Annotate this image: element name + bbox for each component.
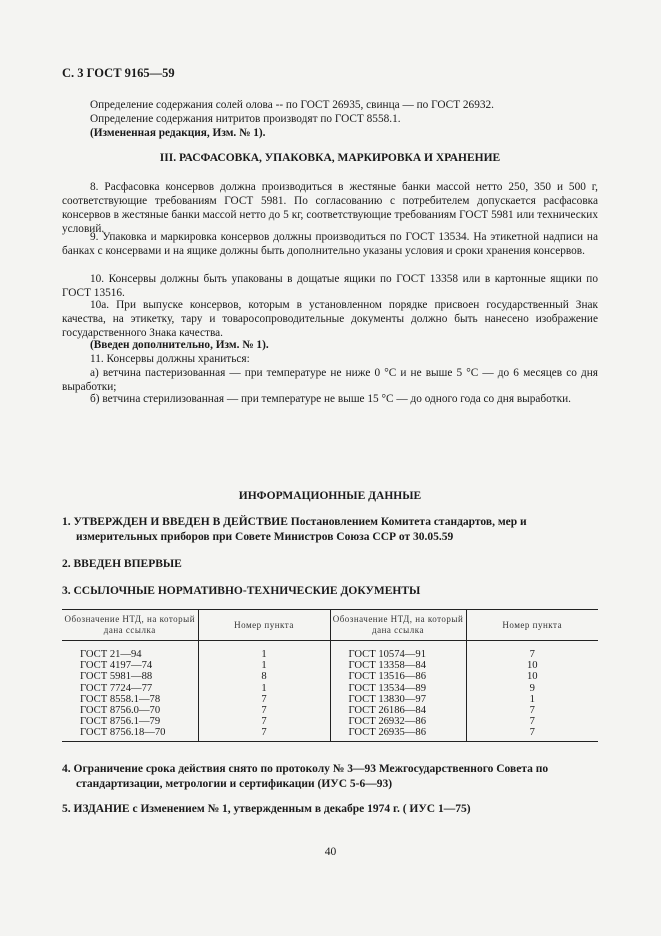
table-header-doc-left: Обозначение НТД, на который дана ссылка: [62, 610, 198, 641]
table-cell: 7: [261, 693, 267, 705]
table-cell: 7: [261, 716, 267, 728]
table-cell: 8: [261, 671, 267, 683]
right-doc-column: [330, 641, 466, 742]
paragraph-11: 11. Консервы должны храниться:: [90, 353, 250, 365]
paragraph-8: 8. Расфасовка консервов должна производиться в жестяные банки массой нетто 250, 350 и 500 г, соответствующие требованиям ГОСТ 5981. По согласованию с потребителем допускается расфасовка консервов в жестяные банки массой нетто до 5 кг, соответствующие требованиям ГОСТ 5981 или технических условий.: [62, 181, 598, 235]
paragraph-10a: 10а. При выпуске консервов, которым в установленном порядке присвоен государственный Знак качества, на этикетку, тару и товаросопроводительные документы должно быть нанесено изображение государственного Знака качества.: [62, 299, 598, 339]
table-header-doc-right: Обозначение НТД, на который дана ссылка: [330, 610, 466, 641]
table-cell: ГОСТ 26186—84: [348, 705, 426, 717]
table-cell: 7: [529, 727, 535, 739]
references-table: [62, 609, 598, 742]
right-point-column: [466, 641, 598, 742]
info-title: ИНФОРМАЦИОННЫЕ ДАННЫЕ: [238, 490, 422, 502]
intro-note: (Измененная редакция, Изм. № 1).: [90, 127, 266, 139]
info-item-1: 1. УТВЕРЖДЕН И ВВЕДЕН В ДЕЙСТВИЕ Постановлением Комитета стандартов, мер и измерительных приборов при Совете Министров Союза ССР от 30.05.59: [62, 516, 527, 543]
left-doc-column: [62, 641, 198, 742]
info-item-5: 5. ИЗДАНИЕ с Изменением № 1, утвержденным в декабре 1974 г. ( ИУС 1—75): [62, 803, 471, 815]
section-title: III. РАСФАСОВКА, УПАКОВКА, МАРКИРОВКА И ХРАНЕНИЕ: [159, 152, 501, 164]
paragraph-9: 9. Упаковка и маркировка консервов должны производиться по ГОСТ 13534. На этикетной надписи на банках с консервами и на ящике должны быть дополнительно указаны условия и сроки хранения консервов.: [62, 231, 598, 257]
info-item-2: 2. ВВЕДЕН ВПЕРВЫЕ: [62, 558, 182, 570]
table-cell: ГОСТ 26932—86: [348, 716, 426, 728]
paragraph-10: 10. Консервы должны быть упакованы в дощатые ящики по ГОСТ 13358 или в картонные ящики по ГОСТ 13516.: [62, 273, 598, 299]
table-cell: ГОСТ 8756.18—70: [80, 727, 166, 739]
intro-line-2: Определение содержания нитритов производят по ГОСТ 8558.1.: [90, 113, 401, 125]
table-cell: 1: [529, 693, 535, 705]
info-item-3: 3. ССЫЛОЧНЫЕ НОРМАТИВНО-ТЕХНИЧЕСКИЕ ДОКУМЕНТЫ: [62, 585, 421, 597]
table-cell: 1: [261, 649, 267, 660]
paragraph-11a: а) ветчина пастеризованная — при температуре не ниже 0 °С и не выше 5 °С — до 6 месяцев со дня выработки;: [62, 367, 598, 393]
table-cell: ГОСТ 13358—84: [348, 660, 426, 672]
table-cell: 7: [261, 727, 267, 739]
table-cell: ГОСТ 7724—77: [80, 682, 153, 694]
table-cell: 7: [261, 705, 267, 717]
table-cell: 10: [526, 660, 538, 672]
table-cell: ГОСТ 5981—88: [80, 671, 153, 683]
table-header-point-right: Номер пункта: [466, 610, 598, 641]
left-point-column: [198, 641, 330, 742]
paragraph-10a-note: (Введен дополнительно, Изм. № 1).: [90, 339, 269, 351]
info-item-4: 4. Ограничение срока действия снято по протоколу № 3—93 Межгосударственного Совета по стандартизации, метрологии и сертификации (ИУС 5-6—93): [62, 763, 549, 790]
table-cell: ГОСТ 13534—89: [348, 682, 426, 694]
table-cell: ГОСТ 4197—74: [80, 660, 153, 672]
table-cell: ГОСТ 10574—91: [348, 649, 426, 660]
table-cell: ГОСТ 8756.1—79: [80, 716, 161, 728]
paragraph-11b: б) ветчина стерилизованная — при температуре не выше 15 °С — до одного года со дня выработки.: [90, 393, 571, 405]
page-number: 40: [324, 846, 337, 858]
table-cell: 7: [529, 705, 535, 717]
intro-line-1: Определение содержания солей олова -- по ГОСТ 26935, свинца — по ГОСТ 26932.: [90, 99, 494, 111]
table-cell: 9: [529, 682, 535, 694]
table-body-row: [62, 641, 598, 742]
table-cell: ГОСТ 21—94: [80, 649, 142, 660]
table-cell: ГОСТ 13830—97: [348, 693, 426, 705]
table-cell: 1: [261, 682, 267, 694]
table-cell: ГОСТ 8756.0—70: [80, 705, 161, 717]
table-cell: 7: [529, 716, 535, 728]
table-cell: 10: [526, 671, 538, 683]
table-header-point-left: Номер пункта: [198, 610, 330, 641]
table-cell: ГОСТ 13516—86: [348, 671, 426, 683]
table-cell: 1: [261, 660, 267, 672]
page-header: С. 3 ГОСТ 9165—59: [62, 66, 175, 80]
table-cell: 7: [529, 649, 535, 660]
table-cell: ГОСТ 26935—86: [348, 727, 426, 739]
table-cell: ГОСТ 8558.1—78: [80, 693, 161, 705]
